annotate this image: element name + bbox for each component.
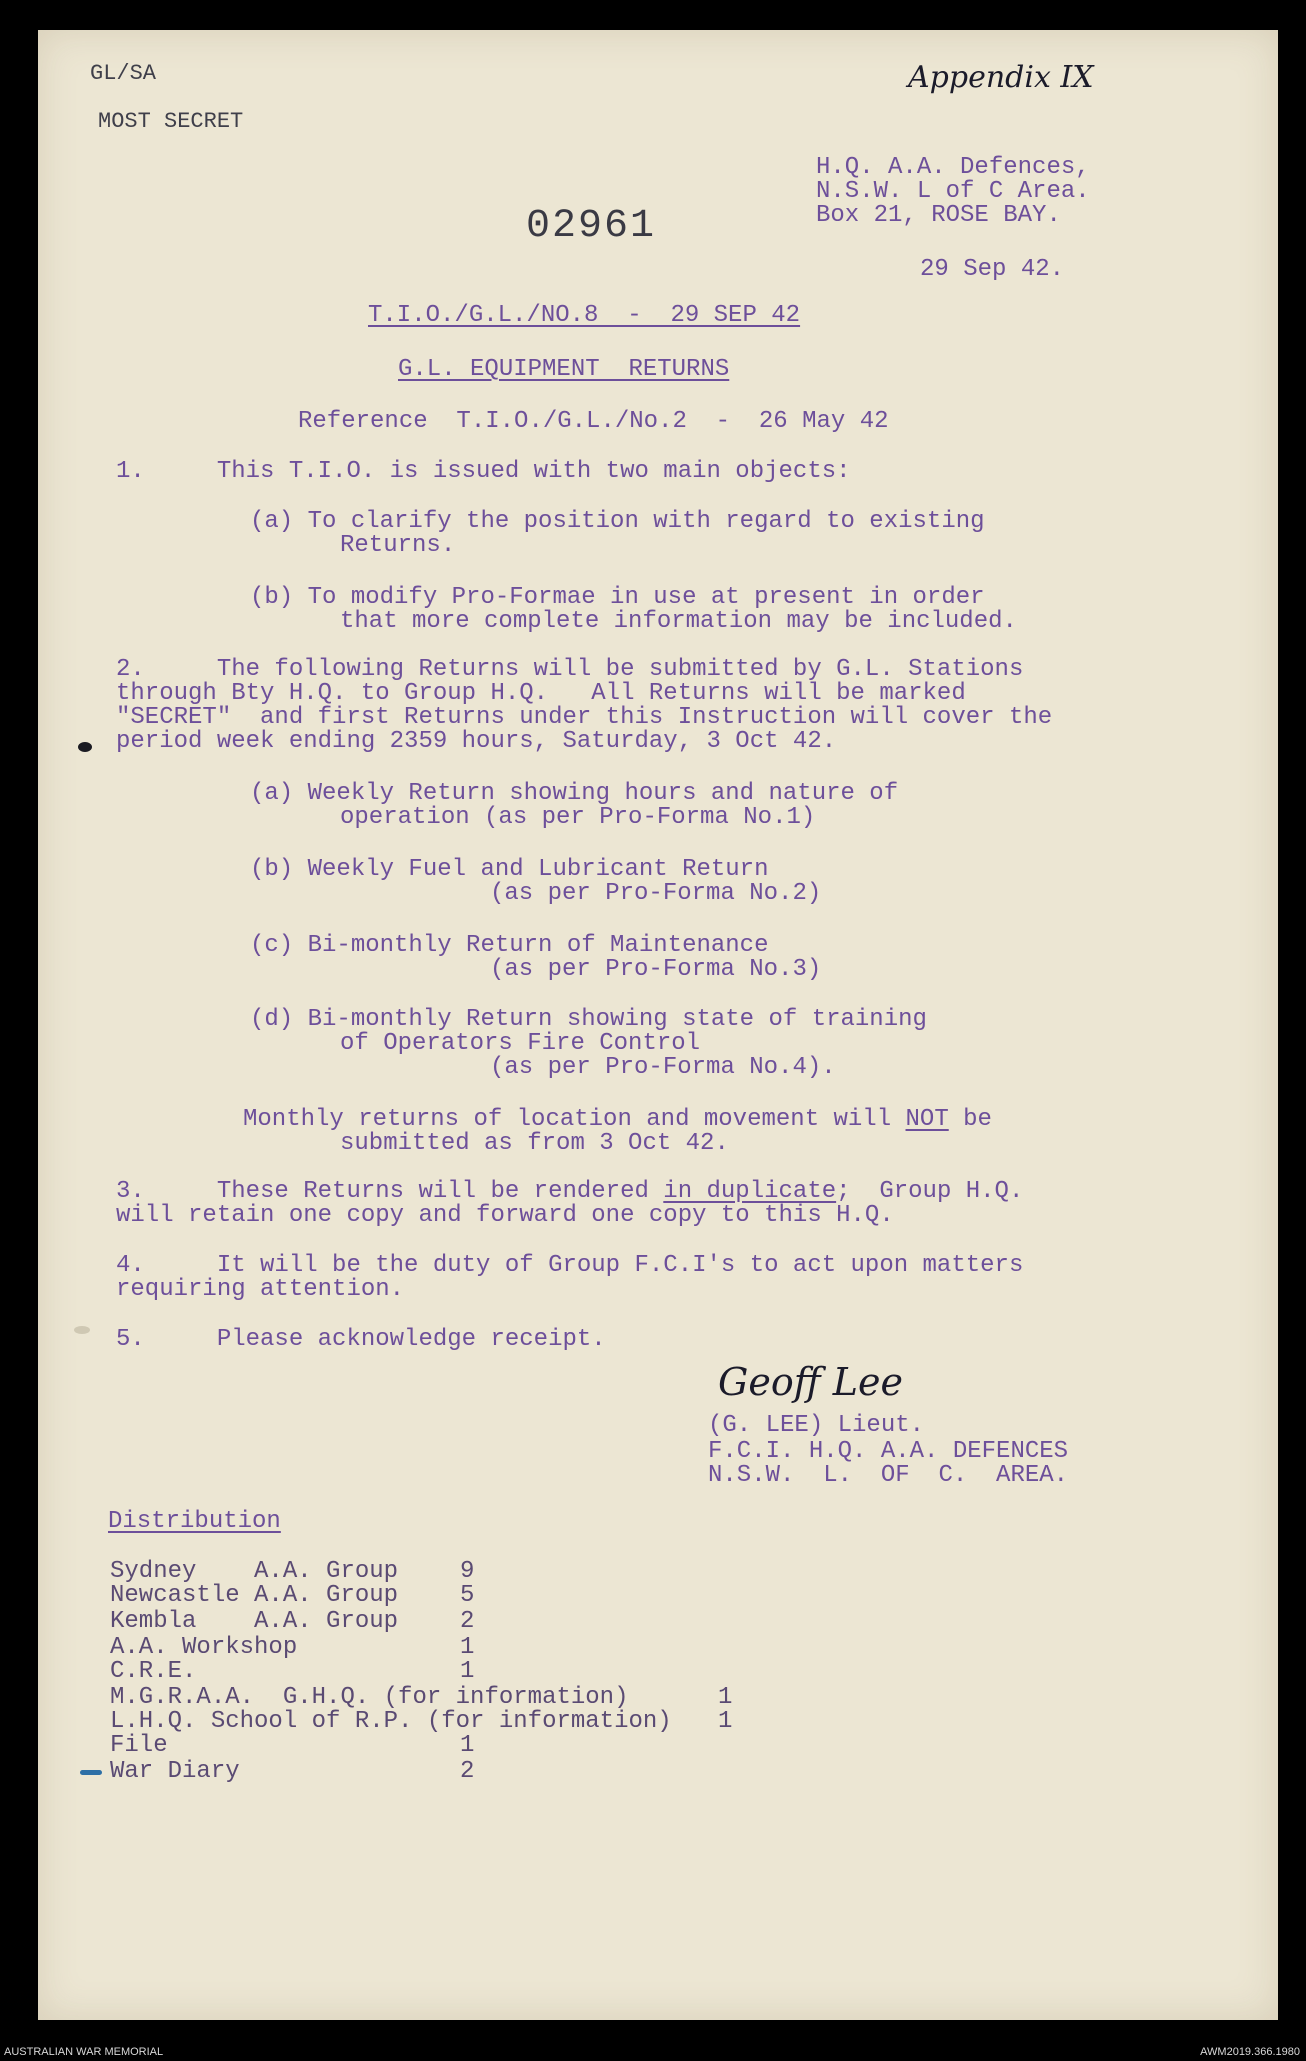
distribution-row <box>110 1636 297 1660</box>
distribution-recipient: L.H.Q. School of R.P. (for information) <box>110 1708 672 1735</box>
paragraph-2b-line-1: (b) Weekly Fuel and Lubricant Return <box>250 856 769 883</box>
distribution-row <box>110 1686 628 1710</box>
document-page <box>38 30 1278 2020</box>
paragraph-1b-line-1: (b) To modify Pro-Formae in use at present in order <box>250 584 985 611</box>
paragraph-1b-line-2: that more complete information may be included. <box>340 608 1017 635</box>
distribution-row <box>110 1560 398 1584</box>
paragraph-2e-line-1 <box>243 1108 992 1132</box>
staple-hole-mark <box>78 742 92 752</box>
paragraph-2c-line-2: (as per Pro-Forma No.3) <box>490 956 822 983</box>
pen-mark <box>80 1770 102 1775</box>
paragraph-1a-line-2: Returns. <box>340 532 456 559</box>
paragraph-3-line-1 <box>116 1180 1023 1204</box>
signatory-title-2: N.S.W. L. OF C. AREA. <box>708 1462 1069 1489</box>
subject-title: G.L. EQUIPMENT RETURNS <box>398 356 730 383</box>
paragraph-5: 5. Please acknowledge receipt. <box>116 1326 606 1353</box>
paragraph-1: 1. This T.I.O. is issued with two main objects: <box>116 458 851 485</box>
distribution-recipient: Newcastle A.A. Group <box>110 1582 399 1609</box>
distribution-count: 2 <box>460 1758 475 1785</box>
distribution-row <box>110 1710 672 1734</box>
paragraph-2d-line-3: (as per Pro-Forma No.4). <box>490 1054 836 1081</box>
handwritten-signature: Geoff Lee <box>718 1360 903 1404</box>
paragraph-2d-line-2: of Operators Fire Control <box>340 1030 701 1057</box>
distribution-row <box>110 1584 398 1608</box>
paragraph-2e-text-c: be <box>948 1106 992 1133</box>
paragraph-1a-line-1: (a) To clarify the position with regard to existing <box>250 508 985 535</box>
paragraph-3-line-2: will retain one copy and forward one copy to this H.Q. <box>116 1202 894 1229</box>
address-line-1: H.Q. A.A. Defences, <box>816 154 1090 181</box>
distribution-count: 2 <box>460 1608 475 1635</box>
distribution-row <box>110 1660 196 1684</box>
paragraph-2e-text-a: Monthly returns of location and movement will <box>243 1106 906 1133</box>
footer-archive-name: AUSTRALIAN WAR MEMORIAL <box>4 2046 164 2058</box>
footer-archive-id: AWM2019.366.1980 <box>1200 2046 1300 2058</box>
distribution-count: 1 <box>460 1658 475 1685</box>
address-line-3: Box 21, ROSE BAY. <box>816 202 1061 229</box>
distribution-count: 9 <box>460 1558 475 1585</box>
paragraph-4-line-2: requiring attention. <box>116 1276 405 1303</box>
not-emphasis: NOT <box>905 1106 949 1133</box>
paragraph-2a-line-2: operation (as per Pro-Forma No.1) <box>340 804 816 831</box>
paragraph-4-line-1: 4. It will be the duty of Group F.C.I's to act upon matters <box>116 1252 1024 1279</box>
file-reference: GL/SA <box>90 61 157 86</box>
paragraph-2e-line-2: submitted as from 3 Oct 42. <box>340 1130 729 1157</box>
distribution-row <box>110 1734 168 1758</box>
distribution-row <box>110 1610 398 1634</box>
distribution-count: 1 <box>460 1634 475 1661</box>
distribution-recipient: C.R.E. <box>110 1658 197 1685</box>
distribution-row <box>110 1760 240 1784</box>
classification-marking: MOST SECRET <box>98 109 244 134</box>
distribution-count: 1 <box>718 1684 733 1711</box>
distribution-recipient: M.G.R.A.A. G.H.Q. (for information) <box>110 1684 629 1711</box>
paragraph-3-text-a: 3. These Returns will be rendered <box>116 1178 664 1205</box>
distribution-count: 1 <box>460 1732 475 1759</box>
file-number-stamp: 02961 <box>526 204 657 249</box>
distribution-recipient: War Diary <box>110 1758 240 1785</box>
paragraph-2d-line-1: (d) Bi-monthly Return showing state of training <box>250 1006 927 1033</box>
paragraph-2-line-2: through Bty H.Q. to Group H.Q. All Returns will be marked <box>116 680 966 707</box>
paragraph-2-line-4: period week ending 2359 hours, Saturday, 3 Oct 42. <box>116 728 837 755</box>
distribution-count: 1 <box>718 1708 733 1735</box>
distribution-recipient: Sydney A.A. Group <box>110 1558 399 1585</box>
paragraph-2c-line-1: (c) Bi-monthly Return of Maintenance <box>250 932 769 959</box>
staple-hole-mark <box>74 1326 90 1334</box>
paragraph-2-line-3: "SECRET" and first Returns under this Instruction will cover the <box>116 704 1053 731</box>
instruction-title: T.I.O./G.L./NO.8 - 29 SEP 42 <box>368 302 801 329</box>
appendix-handwritten-note: Appendix IX <box>908 60 1094 95</box>
address-line-2: N.S.W. L of C Area. <box>816 178 1090 205</box>
paragraph-2-line-1: 2. The following Returns will be submitted by G.L. Stations <box>116 656 1024 683</box>
paragraph-2b-line-2: (as per Pro-Forma No.2) <box>490 880 822 907</box>
signatory-name: (G. LEE) Lieut. <box>708 1412 925 1439</box>
duplicate-emphasis: in duplicate <box>663 1178 837 1205</box>
document-date: 29 Sep 42. <box>920 256 1065 283</box>
distribution-recipient: A.A. Workshop <box>110 1634 298 1661</box>
distribution-heading: Distribution <box>108 1508 281 1535</box>
distribution-recipient: Kembla A.A. Group <box>110 1608 399 1635</box>
signatory-title-1: F.C.I. H.Q. A.A. DEFENCES <box>708 1438 1069 1465</box>
distribution-recipient: File <box>110 1732 168 1759</box>
distribution-count: 5 <box>460 1582 475 1609</box>
paragraph-3-text-c: ; Group H.Q. <box>836 1178 1024 1205</box>
paragraph-2a-line-1: (a) Weekly Return showing hours and nature of <box>250 780 899 807</box>
reference-line: Reference T.I.O./G.L./No.2 - 26 May 42 <box>298 408 889 435</box>
